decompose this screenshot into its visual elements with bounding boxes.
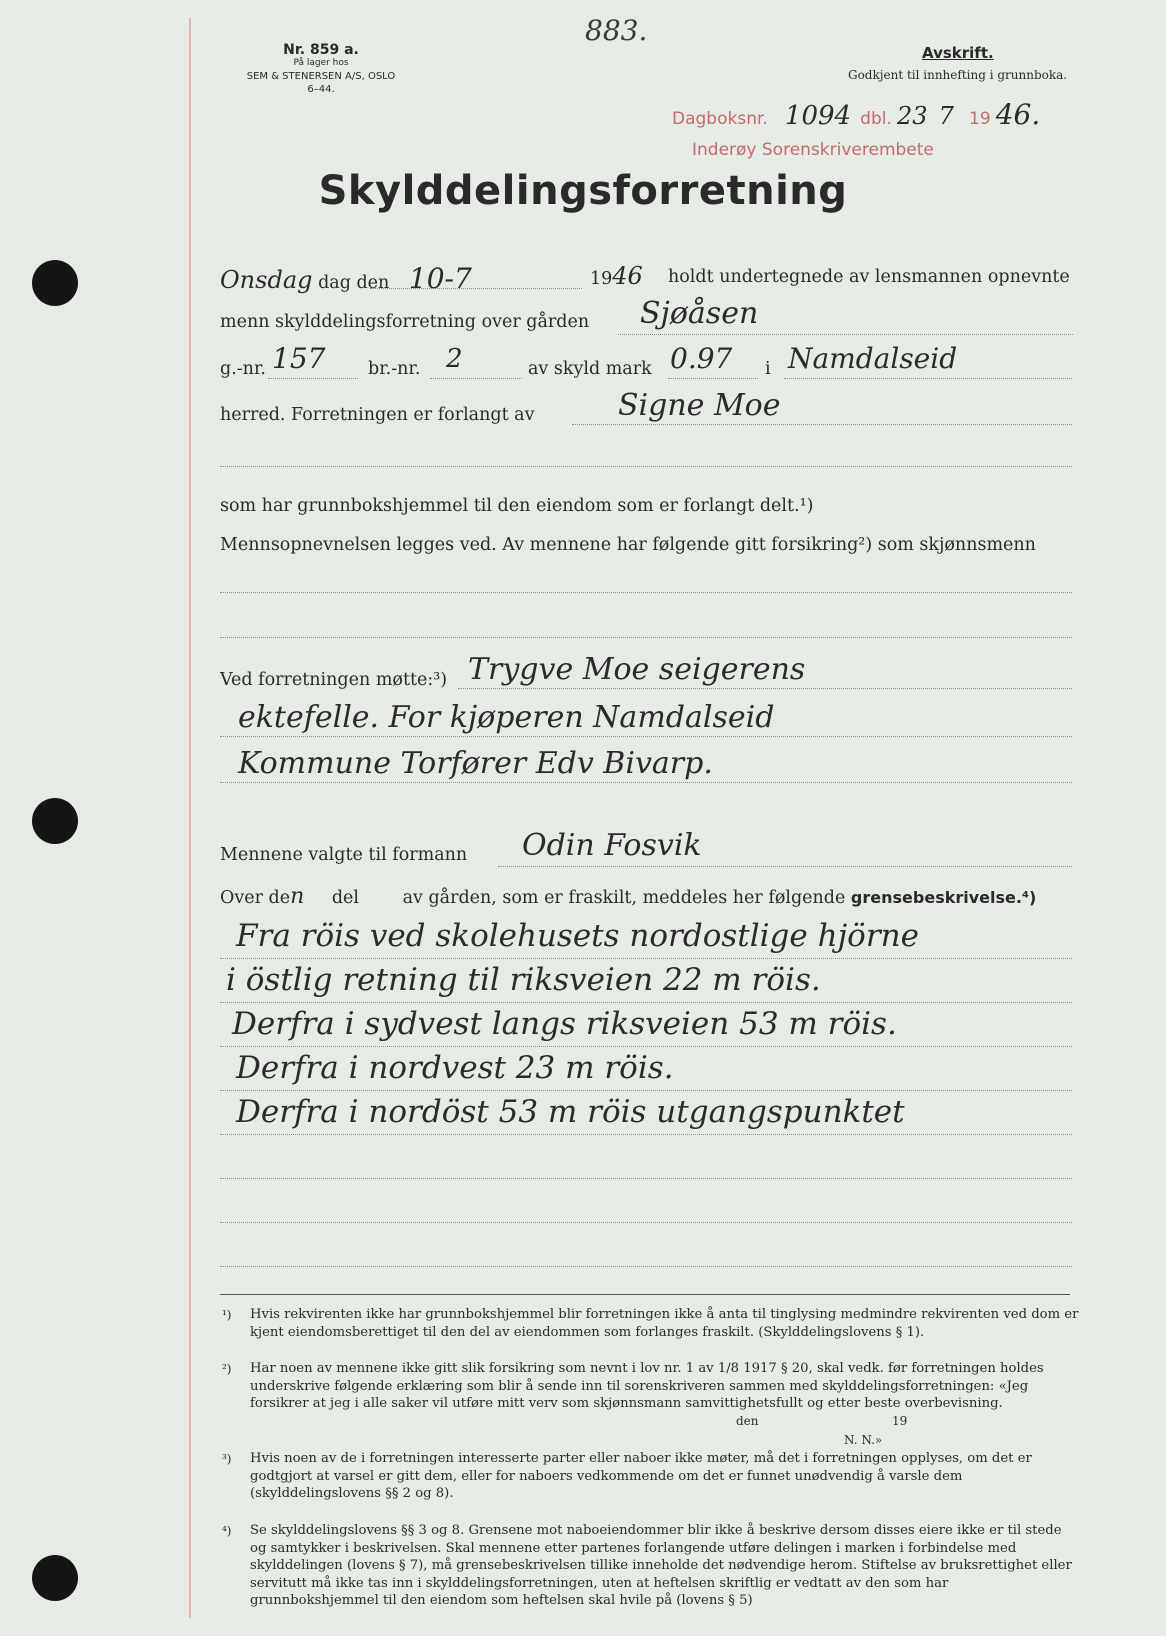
gnr-value: 157 <box>272 342 326 375</box>
year-field <box>590 262 643 290</box>
description-line: Fra röis ved skolehusets nordostlige hjörne <box>236 918 919 954</box>
attendee-line: ektefelle. For kjøperen Namdalseid <box>238 700 775 735</box>
description-rule <box>220 1090 1072 1091</box>
blank-rule <box>220 1266 1072 1267</box>
document-title: Skylddelingsforretning <box>318 168 848 214</box>
footnote-year: 19 <box>892 1414 908 1428</box>
description-line: Derfra i sydvest langs riksveien 53 m röis. <box>232 1006 897 1042</box>
punch-hole <box>32 1555 78 1601</box>
dbl-month: 7 <box>938 102 954 130</box>
description-rule <box>220 1134 1072 1135</box>
footnote-mark: ²) <box>222 1362 232 1376</box>
dbl-label: dbl. <box>860 109 892 129</box>
municipality-rule <box>784 378 1072 379</box>
i-label: i <box>765 359 771 379</box>
over-prefix: Over de <box>220 888 291 908</box>
weekday: Onsdag <box>220 266 313 294</box>
stamp-office: Inderøy Sorenskriverembete <box>692 140 934 160</box>
blank-rule <box>220 637 1072 638</box>
printer-block <box>226 44 416 96</box>
date-rule <box>370 288 582 289</box>
grense-label: grensebeskrivelse.⁴) <box>850 888 1037 907</box>
footnote-mark: ¹) <box>222 1308 232 1322</box>
printer-date: 6–44. <box>307 84 335 95</box>
punch-hole <box>32 798 78 844</box>
gnr-label: g.-nr. <box>220 359 266 379</box>
footnote-text: Hvis rekvirenten ikke har grunnbokshjemmel blir forretningen ikke å anta til tinglysing medmindre rekvirenten ved dom er kjent eiendomsberettiget til den del av eiendommen som forlanges fraskilt. (Skylddelingslovens § 1). <box>250 1307 1079 1340</box>
date-value: 10-7 <box>408 262 472 295</box>
description-line: i östlig retning til riksveien 22 m röis. <box>226 962 821 998</box>
footnote-text: Har noen av mennene ikke gitt slik forsikring som nevnt i lov nr. 1 av 1/8 1917 § 20, skal vedk. før forretningen holdes underskrive følgende erklæring som blir å sende inn til sorenskriveren sammen med skylddelingsforretningen: «Jeg forsikrer at jeg i alle saker vil utføre mitt verv som skjønnsmann samvittighetsfullt og etter beste overbevisning. <box>250 1361 1044 1412</box>
over-suffix-b: av gården, som er fraskilt, meddeles her følgende <box>402 888 846 908</box>
footnote-separator <box>220 1294 1070 1295</box>
over-line <box>220 884 1036 909</box>
dagboksnr-value: 1094 <box>784 101 852 131</box>
attendee-rule <box>458 688 1072 689</box>
registry-stamp <box>672 98 1040 131</box>
formann-text: Mennene valgte til formann <box>220 845 468 865</box>
description-rule <box>220 1046 1072 1047</box>
brnr-value: 2 <box>446 344 463 374</box>
skyld-rule <box>668 378 758 379</box>
formann-name: Odin Fosvik <box>522 828 702 863</box>
brnr-rule <box>430 378 522 379</box>
description-rule <box>220 1002 1072 1003</box>
footnote-mark: ⁴) <box>222 1524 232 1538</box>
printer-nr: Nr. 859 a. <box>283 42 359 58</box>
stamp-year-printed: 19 <box>969 109 991 129</box>
footnote-text: Se skylddelingslovens §§ 3 og 8. Grensene mot naboeiendommer blir ikke å beskrive dersom disses eiere ikke er til stede og samtykker i beskrivelsen. Skal mennene etter partenes forlangende utføre delingen i marken i forbindelse med skylddelingen (lovens § 7), må grensebeskrivelsen tillike inneholde det nødvendige herom. Stiftelse av bruksrettighet eller servitutt må ikke tas inn i skylddelingsforretningen, uten at heftelsen skriftlig er vedtatt av den som har grunnbokshjemmel til den eiendom som heftelsen skal hvile på (lovens § 5) <box>250 1523 1072 1609</box>
gnr-rule <box>268 378 358 379</box>
description-rule <box>220 958 1072 959</box>
requested-rule <box>572 424 1072 425</box>
blank-rule <box>220 1222 1072 1223</box>
formann-rule <box>498 866 1072 867</box>
held-text: holdt undertegnede av lensmannen opnevnte <box>668 267 1070 287</box>
year-prefix: 19 <box>590 269 613 289</box>
godkjent-label: Godkjent til innhefting i grunnboka. <box>848 68 1068 82</box>
date-line <box>220 262 472 295</box>
punch-hole <box>32 260 78 306</box>
over-hand: n <box>290 884 305 909</box>
attendee-rule <box>220 736 1072 737</box>
dagboksnr-label: Dagboksnr. <box>672 109 768 129</box>
farm-rule <box>618 334 1073 335</box>
attendee-rule <box>220 782 1072 783</box>
stamp-year-hand: 46. <box>995 98 1041 131</box>
blank-rule <box>220 466 1072 467</box>
requested-by: Signe Moe <box>618 388 781 423</box>
dbl-value: 23 <box>896 102 928 130</box>
attendee-line: Trygve Moe seigerens <box>468 652 806 687</box>
brnr-label: br.-nr. <box>368 359 421 379</box>
description-line: Derfra i nordöst 53 m röis utgangspunktet <box>236 1094 905 1130</box>
blank-rule <box>220 592 1072 593</box>
avskrift-label: Avskrift. <box>922 44 994 62</box>
page-number: 883. <box>585 14 648 47</box>
footnote-nn: N. N.» <box>844 1433 883 1447</box>
skyld-label: av skyld mark <box>528 359 652 379</box>
footnote-den: den <box>736 1414 759 1428</box>
footnote-mark: ³) <box>222 1452 232 1466</box>
printer-firm: SEM & STENERSEN A/S, OSLO <box>246 71 396 82</box>
margin-line <box>189 18 191 1618</box>
printer-pa-lager: På lager hos <box>293 58 349 68</box>
over-suffix-a: del <box>331 888 359 908</box>
mennsopp-text: Mennsopnevnelsen legges ved. Av mennene har følgende gitt forsikring²) som skjønnsmenn <box>220 535 1036 555</box>
farm-name: Sjøåsen <box>640 296 759 331</box>
footnote-text: Hvis noen av de i forretningen interesserte parter eller naboer ikke møter, må det i forretningen opplyses, om det er godtgjort at varsel er gitt dem, eller for naboers vedkommende om det er funnet unødvendig å varsle dem (skylddelingslovens §§ 2 og 8). <box>250 1451 1032 1502</box>
attendee-line: Kommune Torfører Edv Bivarp. <box>238 746 713 781</box>
blank-rule <box>220 1178 1072 1179</box>
description-line: Derfra i nordvest 23 m röis. <box>236 1050 674 1086</box>
dag-den-label: dag den <box>318 273 390 293</box>
ved-text: Ved forretningen møtte:³) <box>220 670 448 690</box>
grunnbok-text: som har grunnbokshjemmel til den eiendom som er forlangt delt.¹) <box>220 496 814 516</box>
herred-text: herred. Forretningen er forlangt av <box>220 405 535 425</box>
skyld-value: 0.97 <box>670 342 733 375</box>
menn-text: menn skylddelingsforretning over gården <box>220 312 590 332</box>
year-suffix: 46 <box>612 262 643 290</box>
municipality: Namdalseid <box>788 342 958 375</box>
